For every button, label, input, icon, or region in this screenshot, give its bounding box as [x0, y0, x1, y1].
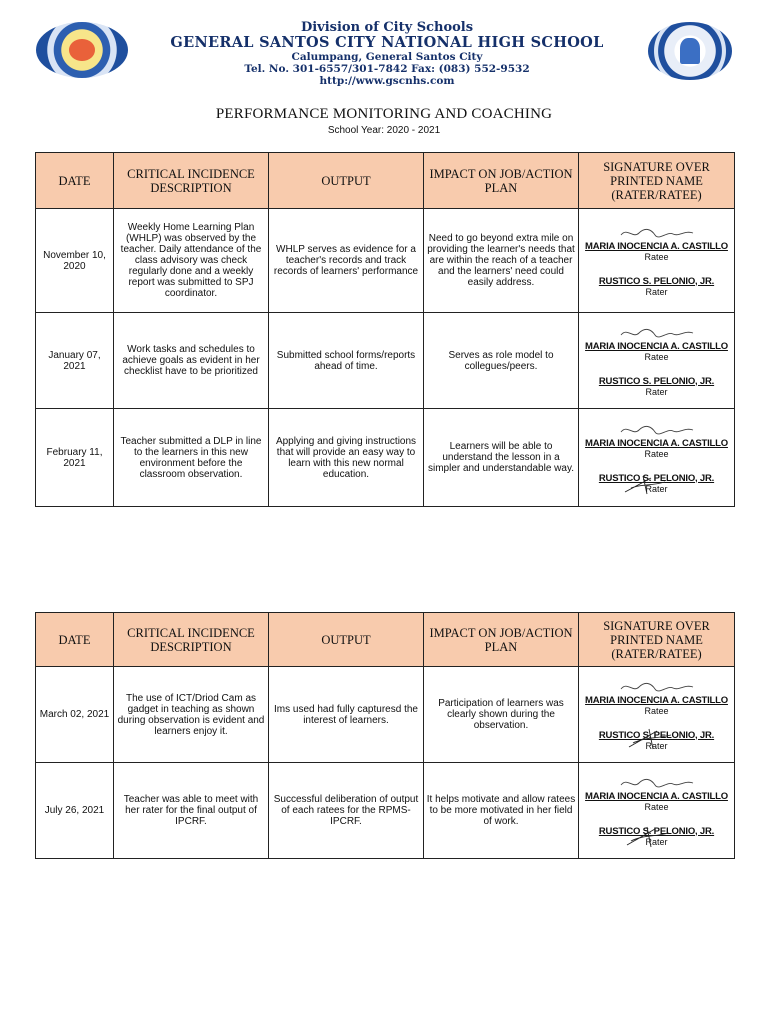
cell-description: Work tasks and schedules to achieve goals as evident in her checklist have to be prioritized	[114, 313, 269, 409]
cell-signature	[579, 667, 735, 763]
monitoring-table-1	[35, 152, 735, 507]
rater-name: RUSTICO S. PELONIO, JR.	[598, 472, 715, 484]
cell-output: WHLP serves as evidence for a teacher's records and track records of learners' performance	[269, 209, 424, 313]
ratee-name: MARIA INOCENCIA A. CASTILLO	[585, 240, 728, 252]
column-header-output: OUTPUT	[269, 153, 424, 209]
school-name: GENERAL SANTOS CITY NATIONAL HIGH SCHOOL	[170, 34, 604, 51]
ratee-signature-scribble	[617, 422, 697, 438]
cell-signature	[579, 763, 735, 859]
cell-description: Weekly Home Learning Plan (WHLP) was observed by the teacher. Daily attendance of the class advisory was check regularly done and a weekly report was submitted to SPJ coordinator.	[114, 209, 269, 313]
rater-name: RUSTICO S. PELONIO, JR.	[598, 275, 715, 287]
ratee-role: Ratee	[644, 351, 669, 362]
ratee-name: MARIA INOCENCIA A. CASTILLO	[585, 340, 728, 352]
table-row	[36, 209, 735, 313]
school-contact: Tel. No. 301-6557/301-7842 Fax: (083) 552-9532	[244, 63, 530, 75]
cell-output: Ims used had fully capturesd the interest of learners.	[269, 667, 424, 763]
rater-role: Rater	[645, 483, 668, 494]
cell-date: November 10, 2020	[36, 209, 114, 313]
school-website: http://www.gscnhs.com	[319, 75, 455, 87]
column-header-date: DATE	[36, 613, 114, 667]
deped-seal-logo	[648, 22, 732, 80]
cell-output: Submitted school forms/reports ahead of time.	[269, 313, 424, 409]
rater-name: RUSTICO S. PELONIO, JR.	[598, 825, 715, 837]
document-title: PERFORMANCE MONITORING AND COACHING	[215, 106, 553, 122]
ratee-role: Ratee	[644, 251, 669, 262]
cell-date: January 07, 2021	[36, 313, 114, 409]
cell-impact: Serves as role model to collegues/peers.	[424, 313, 579, 409]
column-header-output: OUTPUT	[269, 613, 424, 667]
column-header-signature: SIGNATURE OVER PRINTED NAME (RATER/RATEE)	[579, 153, 735, 209]
rater-role: Rater	[645, 286, 668, 297]
cell-date: July 26, 2021	[36, 763, 114, 859]
rater-signature-scribble	[625, 725, 675, 755]
rater-role: Rater	[645, 740, 668, 751]
ratee-role: Ratee	[644, 448, 669, 459]
ratee-signature-scribble	[617, 679, 697, 695]
ratee-name: MARIA INOCENCIA A. CASTILLO	[585, 694, 728, 706]
cell-description: The use of ICT/Driod Cam as gadget in teaching as shown during observation is evident and learners enjoy it.	[114, 667, 269, 763]
column-header-signature: SIGNATURE OVER PRINTED NAME (RATER/RATEE)	[579, 613, 735, 667]
column-header-description: CRITICAL INCIDENCE DESCRIPTION	[114, 613, 269, 667]
ratee-role: Ratee	[644, 705, 669, 716]
table-row	[36, 313, 735, 409]
table-row	[36, 409, 735, 507]
column-header-description: CRITICAL INCIDENCE DESCRIPTION	[114, 153, 269, 209]
table-header-row	[36, 613, 735, 667]
cell-signature	[579, 313, 735, 409]
cell-impact: It helps motivate and allow ratees to be more motivated in her field of work.	[424, 763, 579, 859]
school-seal-logo	[36, 22, 128, 78]
column-header-impact: IMPACT ON JOB/ACTION PLAN	[424, 153, 579, 209]
table-header-row	[36, 153, 735, 209]
ratee-signature-scribble	[617, 225, 697, 241]
rater-role: Rater	[645, 386, 668, 397]
letterhead	[30, 20, 740, 87]
monitoring-table-2	[35, 612, 735, 859]
cell-output: Applying and giving instructions that will provide an easy way to learn with this new normal education.	[269, 409, 424, 507]
cell-description: Teacher submitted a DLP in line to the learners in this new environment before the classroom observation.	[114, 409, 269, 507]
table-row	[36, 667, 735, 763]
cell-signature	[579, 409, 735, 507]
cell-impact: Need to go beyond extra mile on providing the learner's needs that are within the reach of a teacher and the learners' need could easily address.	[424, 209, 579, 313]
rater-name: RUSTICO S. PELONIO, JR.	[598, 375, 715, 387]
column-header-impact: IMPACT ON JOB/ACTION PLAN	[424, 613, 579, 667]
ratee-signature-scribble	[617, 325, 697, 341]
division-name: Division of City Schools	[300, 20, 474, 35]
ratee-name: MARIA INOCENCIA A. CASTILLO	[585, 790, 728, 802]
ratee-signature-scribble	[617, 775, 697, 791]
rater-signature-scribble	[623, 823, 673, 853]
cell-date: March 02, 2021	[36, 667, 114, 763]
rater-signature-scribble	[621, 472, 671, 502]
column-header-date: DATE	[36, 153, 114, 209]
cell-signature	[579, 209, 735, 313]
school-address: Calumpang, General Santos City	[291, 51, 483, 63]
letterhead-text	[130, 20, 644, 87]
cell-date: February 11, 2021	[36, 409, 114, 507]
cell-output: Successful deliberation of output of each ratees for the RPMS-IPCRF.	[269, 763, 424, 859]
cell-impact: Participation of learners was clearly shown during the observation.	[424, 667, 579, 763]
ratee-name: MARIA INOCENCIA A. CASTILLO	[585, 437, 728, 449]
rater-role: Rater	[645, 836, 668, 847]
cell-impact: Learners will be able to understand the lesson in a simpler and understandable way.	[424, 409, 579, 507]
table-row	[36, 763, 735, 859]
school-year: School Year: 2020 - 2021	[327, 125, 441, 136]
rater-name: RUSTICO S. PELONIO, JR.	[598, 729, 715, 741]
cell-description: Teacher was able to meet with her rater for the final output of IPCRF.	[114, 763, 269, 859]
ratee-role: Ratee	[644, 801, 669, 812]
